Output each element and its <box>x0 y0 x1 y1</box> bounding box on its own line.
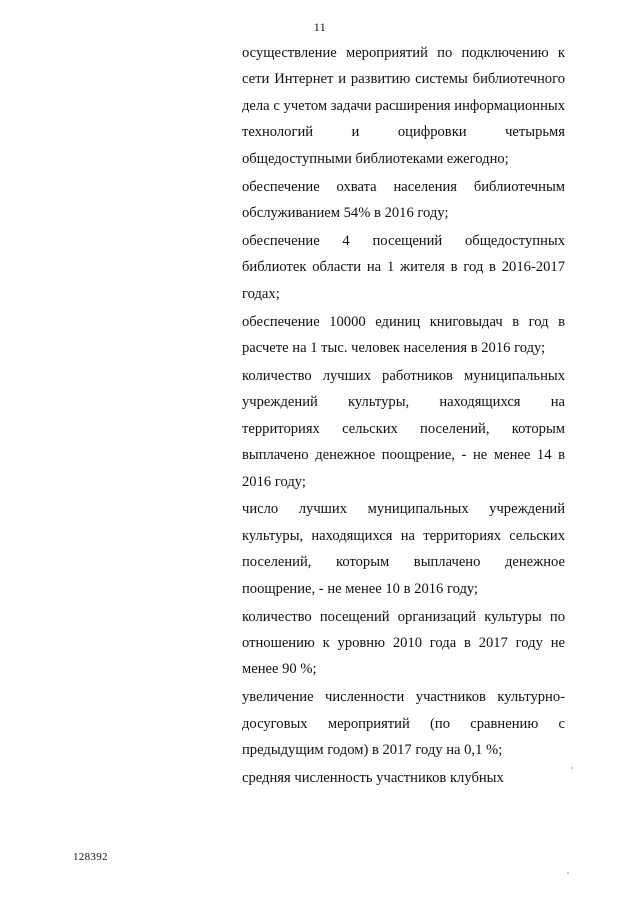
scan-speck <box>567 872 569 874</box>
paragraph-event-participants: увеличение численности участников культурно-досуговых мероприятий (по сравнению с предыдущим годом) в 2017 году на 0,1 %; <box>242 689 565 759</box>
scan-speck <box>571 767 573 769</box>
paragraph-best-institutions: число лучших муниципальных учреждений культуры, находящихся на территориях сельских поселений, которым выплачено денежное поощрение, - не менее 10 в 2016 году; <box>242 501 565 597</box>
paragraph-internet-connection: осуществление мероприятий по подключению к сети Интернет и развитию системы библиотечного дела с учетом задачи расширения информационных технологий и оцифровки четырьмя общедоступными библиотеками ежегодно; <box>242 45 565 167</box>
paragraph-library-visits: обеспечение 4 посещений общедоступных библиотек области на 1 жителя в год в 2016-2017 годах; <box>242 232 565 302</box>
document-code: 128392 <box>73 851 108 863</box>
paragraph-club-participants: средняя численность участников клубных <box>242 769 504 786</box>
document-body <box>242 40 565 791</box>
paragraph-culture-visits: количество посещений организаций культуры по отношению к уровню 2010 года в 2017 году не менее 90 %; <box>242 608 565 678</box>
page-number: 11 <box>313 20 327 34</box>
paragraph-book-loans: обеспечение 10000 единиц книговыдач в год в расчете на 1 тыс. человек населения в 2016 году; <box>242 313 565 356</box>
paragraph-library-coverage: обеспечение охвата населения библиотечным обслуживанием 54% в 2016 году; <box>242 178 565 221</box>
paragraph-best-workers: количество лучших работников муниципальных учреждений культуры, находящихся на территориях сельских поселений, которым выплачено денежное поощрение, - не менее 14 в 2016 году; <box>242 367 565 490</box>
